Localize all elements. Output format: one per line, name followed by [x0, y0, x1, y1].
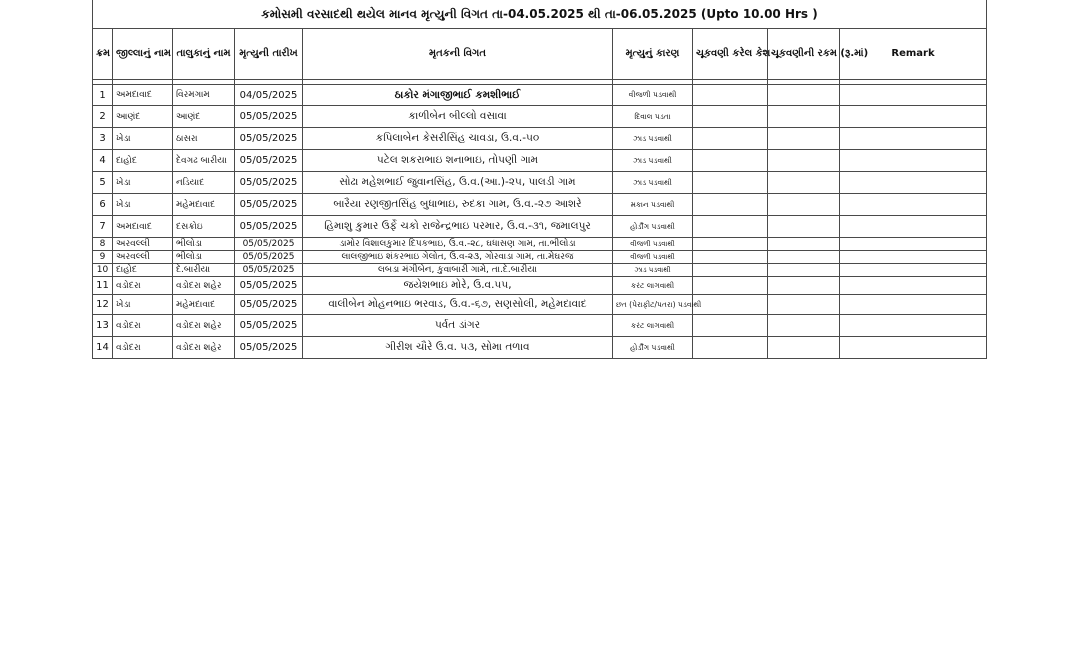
death-cause: છત (પેરાફીટ/પતરા) પડવાથી	[613, 295, 693, 315]
taluka-name: વડોદરા શહેર	[173, 337, 235, 359]
death-date: 05/05/2025	[235, 337, 303, 359]
table-row	[93, 277, 987, 295]
taluka-name: દેવગઢ બારીયા	[173, 150, 235, 172]
header-district: જીલ્લાનું નામ	[113, 29, 173, 80]
row-number: 13	[93, 315, 113, 337]
paid-amount-cell	[768, 216, 840, 238]
district-name: વડોદરા	[113, 337, 173, 359]
table-row	[93, 128, 987, 150]
deceased-detail: વાલીબેન મોહનભાઇ ભરવાડ, ઉ.વ.-૬૭, સણસોલી, મહેમદાવાદ	[303, 295, 613, 315]
row-number: 8	[93, 238, 113, 251]
deaths-table	[92, 0, 987, 359]
remark-cell	[840, 315, 987, 337]
table-row	[93, 251, 987, 264]
row-number: 2	[93, 106, 113, 128]
table-row	[93, 295, 987, 315]
district-name: અરવલ્લી	[113, 251, 173, 264]
death-date: 05/05/2025	[235, 238, 303, 251]
remark-cell	[840, 238, 987, 251]
death-cause: દિવાલ પડતા	[613, 106, 693, 128]
paid-amount-cell	[768, 172, 840, 194]
deceased-detail: ઠાકોર મંગાજીભાઈ કમશીભાઈ	[303, 85, 613, 106]
paid-amount-cell	[768, 128, 840, 150]
death-date: 05/05/2025	[235, 106, 303, 128]
row-number: 7	[93, 216, 113, 238]
remark-cell	[840, 85, 987, 106]
taluka-name: મહેમદાવાદ	[173, 295, 235, 315]
remark-cell	[840, 128, 987, 150]
death-cause: મકાન પડવાથી	[613, 194, 693, 216]
row-number: 14	[93, 337, 113, 359]
paid-case-cell	[693, 106, 768, 128]
table-row	[93, 315, 987, 337]
paid-amount-cell	[768, 295, 840, 315]
paid-amount-cell	[768, 277, 840, 295]
header-paid-amount: ચૂકવણીની રકમ (રૂ.માં)	[768, 29, 840, 80]
paid-case-cell	[693, 150, 768, 172]
taluka-name: દે.બારીયા	[173, 264, 235, 277]
table-row	[93, 216, 987, 238]
paid-amount-cell	[768, 337, 840, 359]
death-cause: ઝાડ પડવાથી	[613, 172, 693, 194]
district-name: વડોદરા	[113, 315, 173, 337]
deceased-detail: બારૈયા રણજીતસિંહ બુધાભાઇ, રુદકા ગામ, ઉ.વ.-૨૭ આશરે	[303, 194, 613, 216]
paid-amount-cell	[768, 238, 840, 251]
district-name: અમદાવાદ	[113, 85, 173, 106]
header-row	[93, 29, 987, 80]
death-date: 05/05/2025	[235, 128, 303, 150]
header-taluka: તાલુકાનું નામ	[173, 29, 235, 80]
death-date: 05/05/2025	[235, 172, 303, 194]
report-title: કમોસમી વરસાદથી થયેલ માનવ મૃત્યુની વિગત તા-04.05.2025 થી તા-06.05.2025 (Upto 10.00 Hrs )	[93, 0, 987, 29]
paid-case-cell	[693, 194, 768, 216]
death-date: 05/05/2025	[235, 194, 303, 216]
row-number: 10	[93, 264, 113, 277]
deceased-detail: હિમાશુ કુમાર ઉર્ફે ચકો રાજેન્દ્રભાઇ પરમાર, ઉ.વ.-૩૧, જમાલપુર	[303, 216, 613, 238]
remark-cell	[840, 337, 987, 359]
paid-case-cell	[693, 85, 768, 106]
table-row	[93, 194, 987, 216]
death-cause: ઝાડ પડવાથી	[613, 150, 693, 172]
death-cause: કરંટ લાગવાથી	[613, 315, 693, 337]
death-cause: હોર્ડીંગ પડવાથી	[613, 216, 693, 238]
paid-amount-cell	[768, 264, 840, 277]
remark-cell	[840, 251, 987, 264]
district-name: અમદાવાદ	[113, 216, 173, 238]
death-date: 05/05/2025	[235, 277, 303, 295]
paid-amount-cell	[768, 150, 840, 172]
deceased-detail: ડામોર વિશાલકુમાર દિપકભાઇ, ઉ.વ.-૨૮, ઘધાસણ ગામ, તા.ભીલોડા	[303, 238, 613, 251]
taluka-name: દસક્રોઇ	[173, 216, 235, 238]
report-sheet	[92, 0, 986, 359]
deceased-detail: કાળીબેન બીલ્લો વસાવા	[303, 106, 613, 128]
row-number: 5	[93, 172, 113, 194]
taluka-name: ઠાસરા	[173, 128, 235, 150]
remark-cell	[840, 277, 987, 295]
district-name: વડોદરા	[113, 277, 173, 295]
taluka-name: આણંદ	[173, 106, 235, 128]
header-cause: મૃત્યુનું કારણ	[613, 29, 693, 80]
remark-cell	[840, 194, 987, 216]
taluka-name: ભીલોડા	[173, 251, 235, 264]
taluka-name: વડોદરા શહેર	[173, 315, 235, 337]
table-row	[93, 238, 987, 251]
district-name: અરવલ્લી	[113, 238, 173, 251]
paid-case-cell	[693, 216, 768, 238]
death-cause: વીજળી પડવાથી	[613, 238, 693, 251]
taluka-name: નડિયાદ	[173, 172, 235, 194]
row-number: 11	[93, 277, 113, 295]
death-date: 05/05/2025	[235, 295, 303, 315]
table-row	[93, 337, 987, 359]
header-date: મૃત્યુની તારીખ	[235, 29, 303, 80]
remark-cell	[840, 264, 987, 277]
taluka-name: ભીલોડા	[173, 238, 235, 251]
taluka-name: મહેમદાવાદ	[173, 194, 235, 216]
table-body	[93, 85, 987, 359]
deceased-detail: જયેશભાઇ મોરે, ઉ.વ.૫૫,	[303, 277, 613, 295]
deceased-detail: પટેલ શકરાભાઇ શનાભાઇ, તોપણી ગામ	[303, 150, 613, 172]
district-name: ખેડા	[113, 295, 173, 315]
paid-amount-cell	[768, 194, 840, 216]
remark-cell	[840, 150, 987, 172]
paid-case-cell	[693, 128, 768, 150]
header-detail: મૃતકની વિગત	[303, 29, 613, 80]
deceased-detail: સોઢા મહેશભાઈ જુવાનસિંહ, ઉ.વ.(આ.)-૨૫, પાલડી ગામ	[303, 172, 613, 194]
row-number: 3	[93, 128, 113, 150]
deceased-detail: લબડા મંગીબેન, કુવાબારી ગામે, તા.દે.બારીયા	[303, 264, 613, 277]
deceased-detail: ગીરીશ ચૌરે ઉ.વ. ૫૩, સોમા તળાવ	[303, 337, 613, 359]
paid-case-cell	[693, 277, 768, 295]
paid-amount-cell	[768, 106, 840, 128]
header-paid-case: ચૂકવણી કરેલ કેશ	[693, 29, 768, 80]
table-row	[93, 172, 987, 194]
death-date: 05/05/2025	[235, 150, 303, 172]
district-name: આણંદ	[113, 106, 173, 128]
death-cause: વીજળી પડવાથી	[613, 251, 693, 264]
paid-amount-cell	[768, 251, 840, 264]
remark-cell	[840, 106, 987, 128]
table-row	[93, 264, 987, 277]
row-number: 12	[93, 295, 113, 315]
paid-case-cell	[693, 251, 768, 264]
paid-amount-cell	[768, 85, 840, 106]
remark-cell	[840, 295, 987, 315]
header-num: ક્રમ	[93, 29, 113, 80]
death-date: 05/05/2025	[235, 264, 303, 277]
paid-case-cell	[693, 172, 768, 194]
taluka-name: વિરમગામ	[173, 85, 235, 106]
row-number: 9	[93, 251, 113, 264]
row-number: 4	[93, 150, 113, 172]
death-date: 04/05/2025	[235, 85, 303, 106]
row-number: 6	[93, 194, 113, 216]
paid-case-cell	[693, 337, 768, 359]
district-name: દાહોદ	[113, 150, 173, 172]
taluka-name: વડોદરા શહેર	[173, 277, 235, 295]
paid-case-cell	[693, 238, 768, 251]
deceased-detail: લાલજીભાઇ શંકરભાઇ ગેલોત, ઉ.વ-૨૩, ગોરવાડા ગામ, તા.મેઘરજ	[303, 251, 613, 264]
death-date: 05/05/2025	[235, 315, 303, 337]
death-cause: કરંટ લાગવાથી	[613, 277, 693, 295]
paid-amount-cell	[768, 315, 840, 337]
district-name: ખેડા	[113, 194, 173, 216]
table-row	[93, 85, 987, 106]
table-row	[93, 106, 987, 128]
death-cause: ઝાડ પડવાથી	[613, 128, 693, 150]
paid-case-cell	[693, 315, 768, 337]
remark-cell	[840, 216, 987, 238]
paid-case-cell	[693, 295, 768, 315]
district-name: ખેડા	[113, 128, 173, 150]
paid-case-cell	[693, 264, 768, 277]
district-name: દાહોદ	[113, 264, 173, 277]
table-row	[93, 150, 987, 172]
deceased-detail: કપિલાબેન કેસરીસિંહ ચાવડા, ઉ.વ.-૫૦	[303, 128, 613, 150]
death-date: 05/05/2025	[235, 251, 303, 264]
remark-cell	[840, 172, 987, 194]
death-cause: ઝાડ પડવાથી	[613, 264, 693, 277]
death-cause: વીજળી પડવાથી	[613, 85, 693, 106]
death-date: 05/05/2025	[235, 216, 303, 238]
deceased-detail: પર્વત ડાંગર	[303, 315, 613, 337]
death-cause: હોર્ડીંગ પડવાથી	[613, 337, 693, 359]
row-number: 1	[93, 85, 113, 106]
district-name: ખેડા	[113, 172, 173, 194]
header-remark: Remark	[840, 29, 987, 80]
